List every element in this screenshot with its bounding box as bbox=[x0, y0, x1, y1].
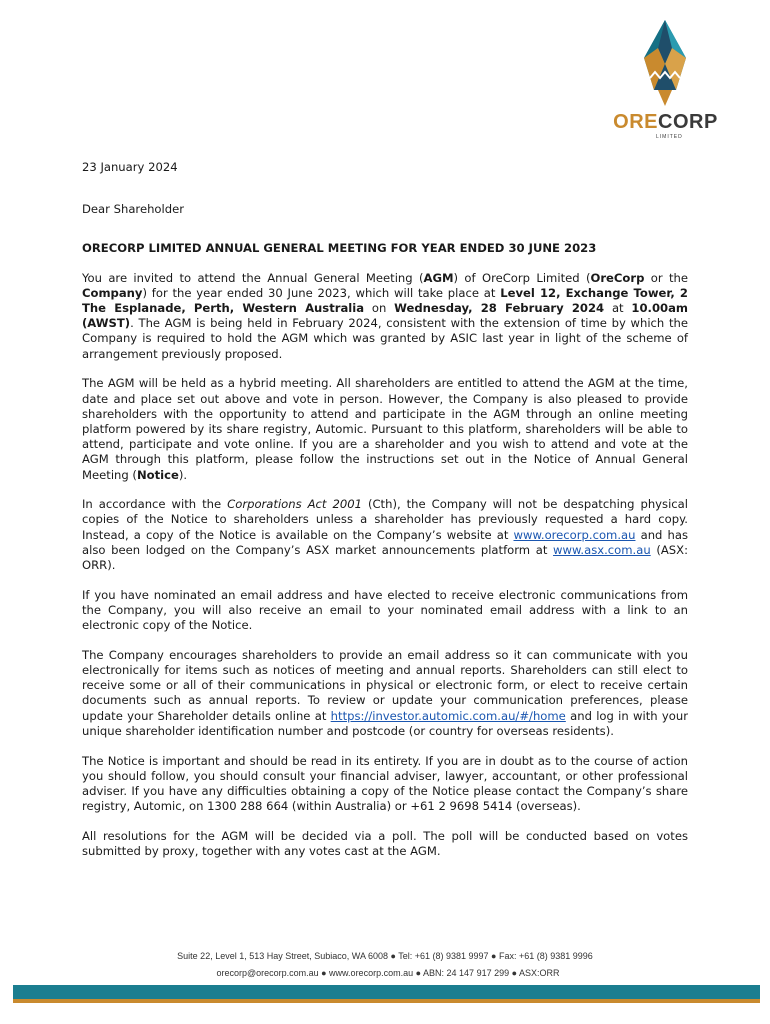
logo-subtitle: LIMITED bbox=[656, 134, 683, 140]
logo-wordmark bbox=[608, 111, 723, 134]
text: The AGM will be held as a hybrid meeting. All shareholders are entitled to attend the AGM at the time, date and place set out above and vote in person. However, the Company is also pleased to provide shareholders with the opportunity to attend and participate in the AGM through an online meeting platform powered by its share registry, Automic. Pursuant to this platform, shareholders will be able to attend, participate and vote online. If you are a shareholder and you wish to attend and vote at the AGM through this platform, please follow the instructions set out in the Notice of Annual General Meeting ( bbox=[82, 376, 688, 482]
paragraph-communication-preferences bbox=[82, 648, 688, 739]
bold-term: AGM bbox=[423, 270, 454, 285]
text: The Company encourages shareholders to provide an email address so it can communicate with you electronically for items such as notices of meeting and annual reports. Shareholders can still elect to receive some or all of their communications in physical or electronic form, or elect to receive certain documents such as annual reports. To review or update your communication preferences, please update your Shareholder details online at bbox=[82, 647, 688, 723]
logo-word-corp: CORP bbox=[658, 111, 718, 133]
text: ). bbox=[178, 467, 188, 482]
bold-term: OreCorp bbox=[590, 270, 645, 285]
bold-term: Company bbox=[82, 285, 143, 300]
text: ) of OreCorp Limited ( bbox=[453, 270, 591, 285]
text: You are invited to attend the Annual General Meeting ( bbox=[82, 270, 424, 285]
footer-address-line: Suite 22, Level 1, 513 Hay Street, Subiaco, WA 6008 ● Tel: +61 (8) 9381 9997 ● Fax: +61 (8) 9381 9996 bbox=[177, 951, 593, 961]
orecorp-logo bbox=[608, 20, 723, 140]
letter-date: 23 January 2024 bbox=[82, 160, 178, 174]
meeting-time: 10.00am (AWST) bbox=[82, 301, 688, 331]
text: and has also been lodged on the Company’s ASX market announcements platform at bbox=[82, 527, 688, 557]
text: or the bbox=[644, 270, 689, 285]
paragraph-notice-availability bbox=[82, 497, 688, 573]
paragraph-email-communications: If you have nominated an email address and have elected to receive electronic communications from the Company, you will also receive an email to your nominated email address with a link to an electronic copy of the Notice. bbox=[82, 587, 688, 633]
footer-contact-line: orecorp@orecorp.com.au ● www.orecorp.com.au ● ABN: 24 147 917 299 ● ASX:ORR bbox=[216, 968, 560, 978]
text: In accordance with the bbox=[82, 497, 228, 512]
footer-gold-bar bbox=[13, 999, 760, 1003]
bold-term: Notice bbox=[136, 467, 179, 482]
paragraph-invitation bbox=[82, 271, 688, 362]
letter-greeting: Dear Shareholder bbox=[82, 202, 184, 217]
text: at bbox=[604, 301, 632, 316]
text: (ASX: ORR). bbox=[82, 542, 688, 573]
paragraph-poll: All resolutions for the AGM will be decided via a poll. The poll will be conducted based on votes submitted by proxy, together with any votes cast at the AGM. bbox=[82, 828, 688, 859]
act-name: Corporations Act 2001 bbox=[227, 497, 362, 512]
footer-teal-bar bbox=[13, 985, 760, 999]
text: (Cth), the Company will not be despatching physical copies of the Notice to shareholders unless a shareholder has previously requested a hard copy. Instead, a copy of the Notice is available on the Company’s website at bbox=[82, 497, 689, 542]
asx-website-link[interactable]: www.asx.com.au bbox=[553, 542, 651, 557]
orecorp-website-link[interactable]: www.orecorp.com.au bbox=[513, 527, 636, 542]
paragraph-hybrid-meeting bbox=[82, 376, 688, 482]
arrowhead-emblem-icon bbox=[642, 20, 688, 106]
text: on bbox=[364, 301, 395, 316]
page-footer bbox=[0, 948, 770, 982]
meeting-venue: Level 12, Exchange Tower, 2 The Esplanade, Perth, Western Australia bbox=[82, 285, 688, 316]
text: . The AGM is being held in February 2024, consistent with the extension of time by which the Company is required to hold the AGM which was granted by ASIC last year in light of the scheme of arrangement previously proposed. bbox=[82, 316, 688, 361]
text: ) for the year ended 30 June 2023, which will take place at bbox=[142, 285, 501, 300]
logo-word-ore: ORE bbox=[613, 111, 659, 133]
meeting-date: Wednesday, 28 February 2024 bbox=[394, 301, 605, 316]
letter-title: ORECORP LIMITED ANNUAL GENERAL MEETING FOR YEAR ENDED 30 JUNE 2023 bbox=[82, 241, 597, 256]
paragraph-notice-importance: The Notice is important and should be read in its entirety. If you are in doubt as to the course of action you should follow, you should consult your financial adviser, lawyer, accountant, or other professional adviser. If you have any difficulties obtaining a copy of the Notice please contact the Company’s share registry, Automic, on 1300 288 664 (within Australia) or +61 2 9698 5414 (overseas). bbox=[82, 753, 688, 814]
automic-investor-link[interactable]: https://investor.automic.com.au/#/home bbox=[330, 708, 566, 723]
text: and log in with your unique shareholder identification number and postcode (or country for overseas residents). bbox=[82, 708, 688, 738]
letter-body bbox=[82, 160, 688, 874]
